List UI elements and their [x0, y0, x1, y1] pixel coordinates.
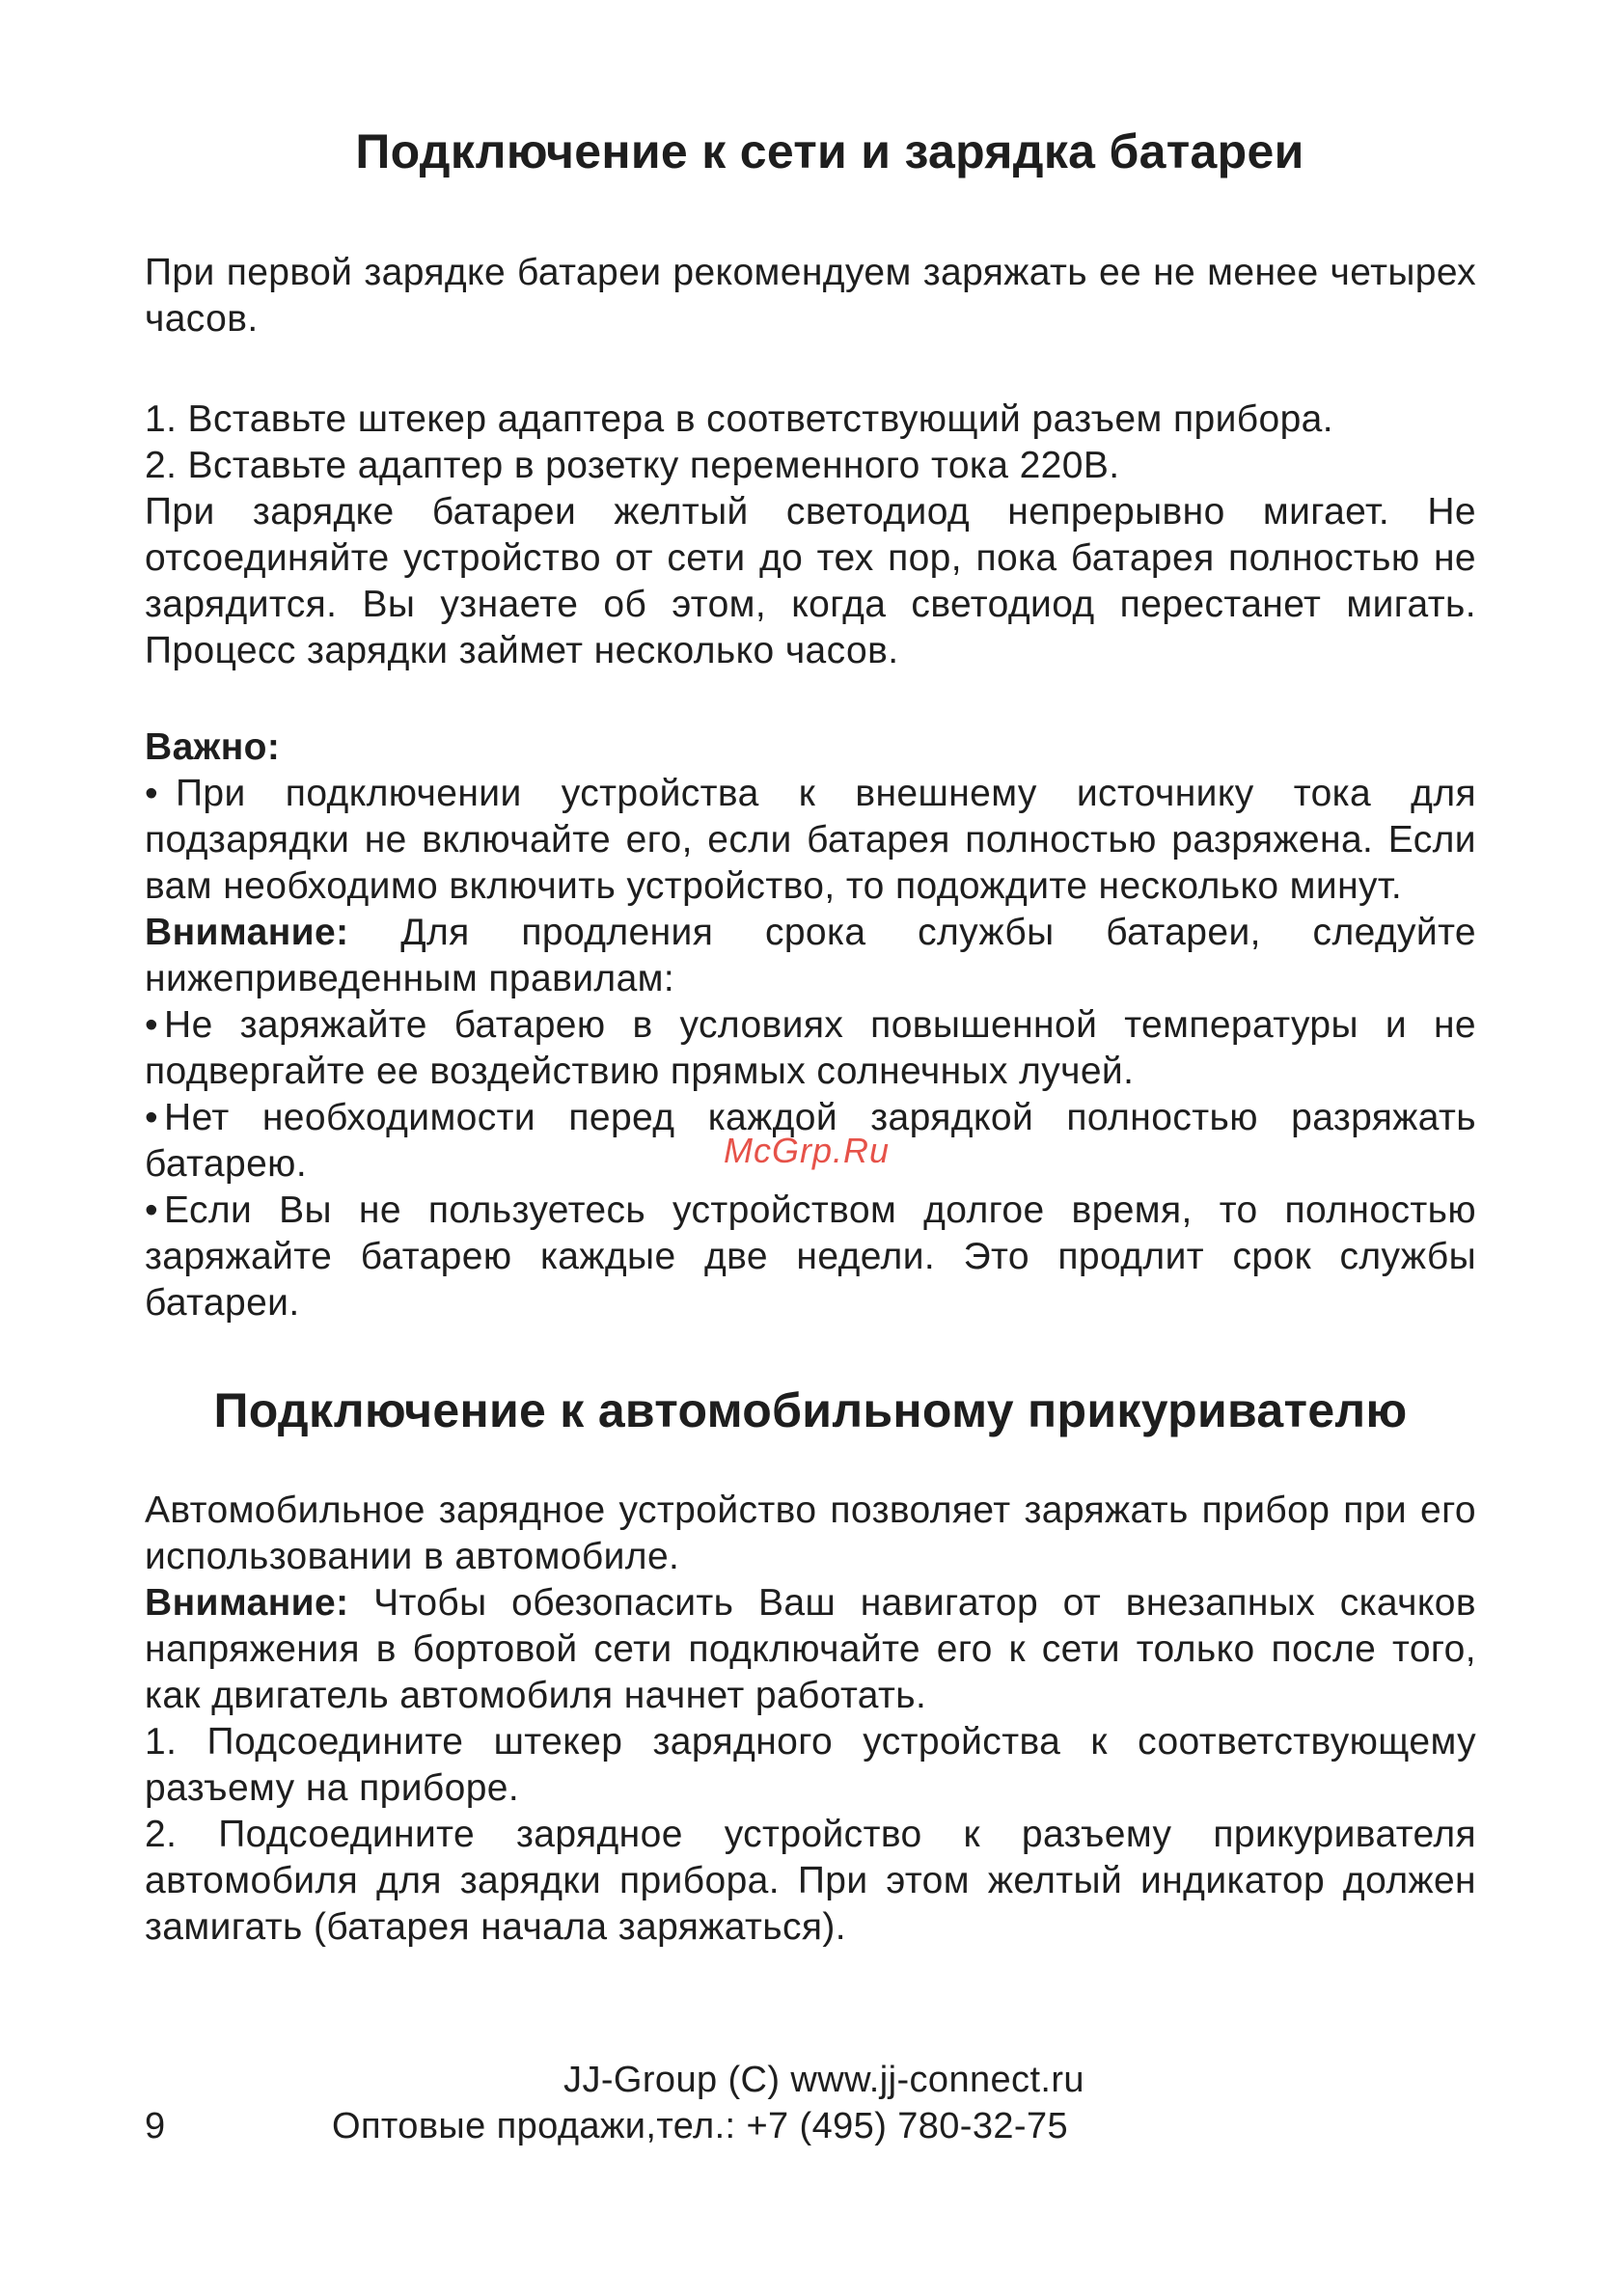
- rule-text: Не заряжайте батарею в условиях повышенной температуры и не подвергайте ее воздействию прямых солнечных лучей.: [145, 1004, 1476, 1092]
- important-text: При подключении устройства к внешнему источнику тока для подзарядки не включайте его, если батарея полностью разряжена. Если вам необходимо включить устройство, то подождите несколько минут.: [145, 773, 1476, 907]
- important-item: [145, 771, 1476, 910]
- car-intro: Автомобильное зарядное устройство позволяет заряжать прибор при его использовании в автомобиле.: [145, 1490, 1476, 1577]
- bullet-icon: •: [145, 773, 159, 814]
- document-page: [145, 125, 1476, 1951]
- paragraph-intro: При первой зарядке батареи рекомендуем заряжать ее не менее четырех часов.: [145, 252, 1476, 340]
- attention-paragraph: [145, 910, 1476, 1002]
- footer-company: JJ-Group (C) www.jj-connect.ru: [563, 2060, 1084, 2100]
- rule-item: [145, 1188, 1476, 1326]
- section-title-charging: Подключение к сети и зарядка батареи: [355, 124, 1304, 178]
- bullet-icon: •: [145, 1097, 159, 1138]
- rule-text: Если Вы не пользуетесь устройством долгое время, то полностью заряжайте батарею каждые две недели. Это продлит срок службы батареи.: [145, 1189, 1476, 1324]
- section-title-car-charger: Подключение к автомобильному прикуривателю: [213, 1383, 1408, 1437]
- car-charger-block: [145, 1488, 1476, 1951]
- car-attention-text: Чтобы обезопасить Ваш навигатор от внезапных скачков напряжения в бортовой сети подключайте его к сети только после того, как двигатель автомобиля начнет работать.: [145, 1582, 1476, 1716]
- bullet-icon: •: [145, 1189, 159, 1231]
- car-attention-label: Внимание:: [145, 1582, 349, 1624]
- step-1: 1. Вставьте штекер адаптера в соответствующий разъем прибора.: [145, 398, 1333, 440]
- watermark: McGrp.Ru: [724, 1131, 891, 1170]
- step-2: 2. Вставьте адаптер в розетку переменного тока 220В.: [145, 445, 1120, 486]
- charging-intro: [145, 250, 1476, 342]
- charging-steps: [145, 396, 1476, 674]
- charging-note: При зарядке батареи желтый светодиод непрерывно мигает. Не отсоединяйте устройство от сети до тех пор, пока батарея полностью не зарядится. Вы узнаете об этом, когда светодиод перестанет мигать. Процесс зарядки займет несколько часов.: [145, 491, 1476, 671]
- car-attention-paragraph: [145, 1580, 1476, 1719]
- attention-label: Внимание:: [145, 912, 349, 953]
- attention-text: Для продления срока службы батареи, следуйте нижеприведенным правилам:: [145, 912, 1476, 999]
- important-block: [145, 724, 1476, 1326]
- important-label: Важно:: [145, 726, 281, 768]
- car-step-1: 1. Подсоедините штекер зарядного устройства к соответствующему разъему на приборе.: [145, 1721, 1476, 1809]
- car-step-2: 2. Подсоедините зарядное устройство к разъему прикуривателя автомобиля для зарядки прибора. При этом желтый индикатор должен замигать (батарея начала заряжаться).: [145, 1814, 1476, 1948]
- rule-item: [145, 1002, 1476, 1095]
- rule-text: Нет необходимости перед каждой зарядкой полностью разряжать батарею.: [145, 1097, 1476, 1185]
- footer-sales-phone: Оптовые продажи,тел.: +7 (495) 780-32-75: [332, 2106, 1069, 2146]
- page-number: 9: [145, 2106, 166, 2146]
- bullet-icon: •: [145, 1004, 159, 1046]
